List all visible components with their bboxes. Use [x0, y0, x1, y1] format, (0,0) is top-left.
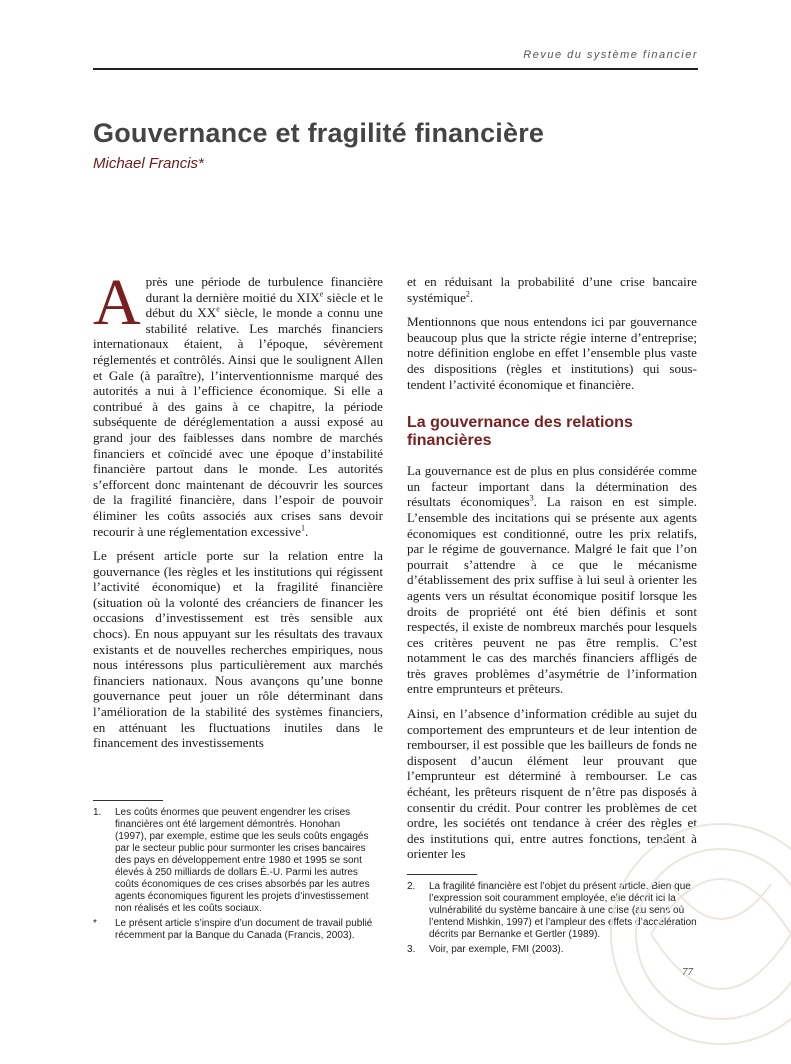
paragraph-text: La gouvernance est de plus en plus considérée comme un facteur important dans la détermination des résultats économiques	[407, 463, 697, 510]
footnote-text: Le présent article s’inspire d’un document de travail publié récemment par la Banque du Canada (Francis, 2003).	[115, 918, 373, 941]
footnote	[93, 807, 373, 915]
body-paragraph	[407, 274, 697, 305]
header-rule	[93, 68, 698, 70]
section-heading: La gouvernance des relations financières	[407, 414, 633, 450]
intro-text-end: .	[304, 523, 309, 539]
intro-paragraph	[93, 266, 383, 539]
author-name: Michael Francis	[93, 155, 199, 172]
paragraph-text-end: .	[469, 289, 474, 305]
author-line	[93, 155, 204, 172]
body-paragraph	[407, 463, 697, 697]
left-column	[93, 266, 383, 760]
page-number: 77	[682, 966, 693, 978]
footnote-mark: 3.	[407, 944, 416, 955]
intro-text-c: siècle, le monde a connu une stabilité relative. Les marchés financiers internationaux étaient, à l’époque, sévèrement réglementés et contrôlés. Ainsi que le soulignent Allen et Gale (à paraître), l’interventionnisme marqué des autorités a nui à l’efficience économique. Si elle a contribué à des gains à ce chapitre, la période subséquente de déréglementation a aussi exposé au grand jour des faiblesses dans nombre de marchés financiers et coïncidé avec une époque d’instabilité financière partout dans le monde. Les autorités s’efforcent donc maintenant de découvrir les sources de la fragilité financière, dans l’espoir de pouvoir éliminer les coûts associés aux crises sans devoir recourir à une réglementation excessive	[93, 305, 383, 539]
footnote-mark: 2.	[407, 881, 416, 892]
article-title: Gouvernance et fragilité financière	[93, 118, 545, 148]
superscript-e: e	[216, 304, 220, 314]
superscript-e: e	[319, 289, 324, 299]
footnote-ref-3[interactable]: 3	[529, 493, 534, 503]
footnote-text: Voir, par exemple, FMI (2003).	[429, 944, 564, 955]
decorative-watermark	[571, 764, 791, 1064]
footnote-text: Les coûts énormes que peuvent engendrer les crises financières ont été largement démontrés. Honohan (1997), par exemple, estime que les seuls coûts engagés par le secteur public pour surmonter les crises bancaires des pays en développement entre 1980 et 1995 se sont élevés à 250 milliards de dollars É.-U. Parmi les autres coûts économiques de ces crises absorbés par les autres agents économiques figurent les projets d’investissement non réalisés et les coûts sociaux.	[115, 807, 370, 914]
footnotes-left	[93, 800, 373, 945]
body-paragraph: Le présent article porte sur la relation entre la gouvernance (les règles et les institutions qui régissent l’activité économique) et la fragilité financière (situation où la volonté des créanciers de financer les occasions d’investissement est très sensible aux chocs). En nous appuyant sur les résultats des travaux existants et de nouvelles recherches empiriques, nous nous intéressons plus particulièrement aux marchés financiers nationaux. Nous avançons qu’une bonne gouvernance peut jouer un rôle déterminant dans l’amélioration de la stabilité des systèmes financiers, en atténuant les fluctuations inutiles dans le financement des investissements	[93, 548, 383, 751]
drop-cap: A	[93, 266, 141, 339]
footnote-rule	[407, 874, 477, 875]
intro-text-a: près une période de turbulence financière durant la dernière moitié du XIX	[145, 274, 383, 305]
footnote-ref-2[interactable]: 2	[465, 289, 470, 299]
author-footnote-mark: *	[198, 155, 204, 172]
footnote-mark: *	[93, 918, 97, 929]
footnote-rule	[93, 800, 163, 801]
intro-text-b: siècle et le début du XX	[145, 289, 383, 321]
footnote-ref-1[interactable]: 1	[300, 523, 305, 533]
running-header: Revue du système financier	[523, 49, 698, 61]
body-paragraph: Mentionnons que nous entendons ici par gouvernance beaucoup plus que la stricte régie interne d’entreprise; notre définition englobe en effet l’ensemble plus vaste des dispositions (règles et institutions) qui sous-tendent l’activité économique et financière.	[407, 314, 697, 392]
paragraph-text: . La raison en est simple. L’ensemble des incitations qui se présente aux agents économiques est conditionné, outre les prix relatifs, par le régime de gouvernance. Malgré le fait que l’on pourrait s’attendre à ce que le mécanisme d’établissement des prix suffise à lui seul à orienter les agents vers un résultat économique positif lorsque les droits de propriété ont été bien définis et sont respectés, il existe de nombreux marchés pour lesquels ces critères peuvent ne pas être remplis. C’est notamment le cas des marchés financiers affligés de très graves problèmes d’asymétrie de l’information entre emprunteurs et prêteurs.	[407, 494, 697, 697]
footnote	[93, 918, 373, 942]
body-paragraph: Ainsi, en l’absence d’information crédible au sujet du comportement des emprunteurs et de leur intention de rembourser, il est possible que les bailleurs de fonds ne disposent d’aucun élément leur prouvant que l’emprunteur est déterminé à rembourser. Le cas échéant, les prêteurs risquent de n’être pas disposés à consentir du crédit. Pour contrer les problèmes de cet ordre, les sociétés ont tendance à créer des règles et des institutions qui, entre autres fonctions, tendent à orienter les	[407, 706, 697, 862]
footnote-text: La fragilité financière est l’objet du présent article. Bien que l’expression soit couramment employée, elle décrit ici la vulnérabilité du système bancaire à une crise (au sens où l’entend Mishkin, 1997) et l’ampleur des effets d’accélération décrits par Bernanke et Gertler (1989).	[429, 881, 697, 940]
paragraph-text: et en réduisant la probabilité d’une crise bancaire systémique	[407, 274, 697, 305]
footnote-mark: 1.	[93, 807, 102, 818]
